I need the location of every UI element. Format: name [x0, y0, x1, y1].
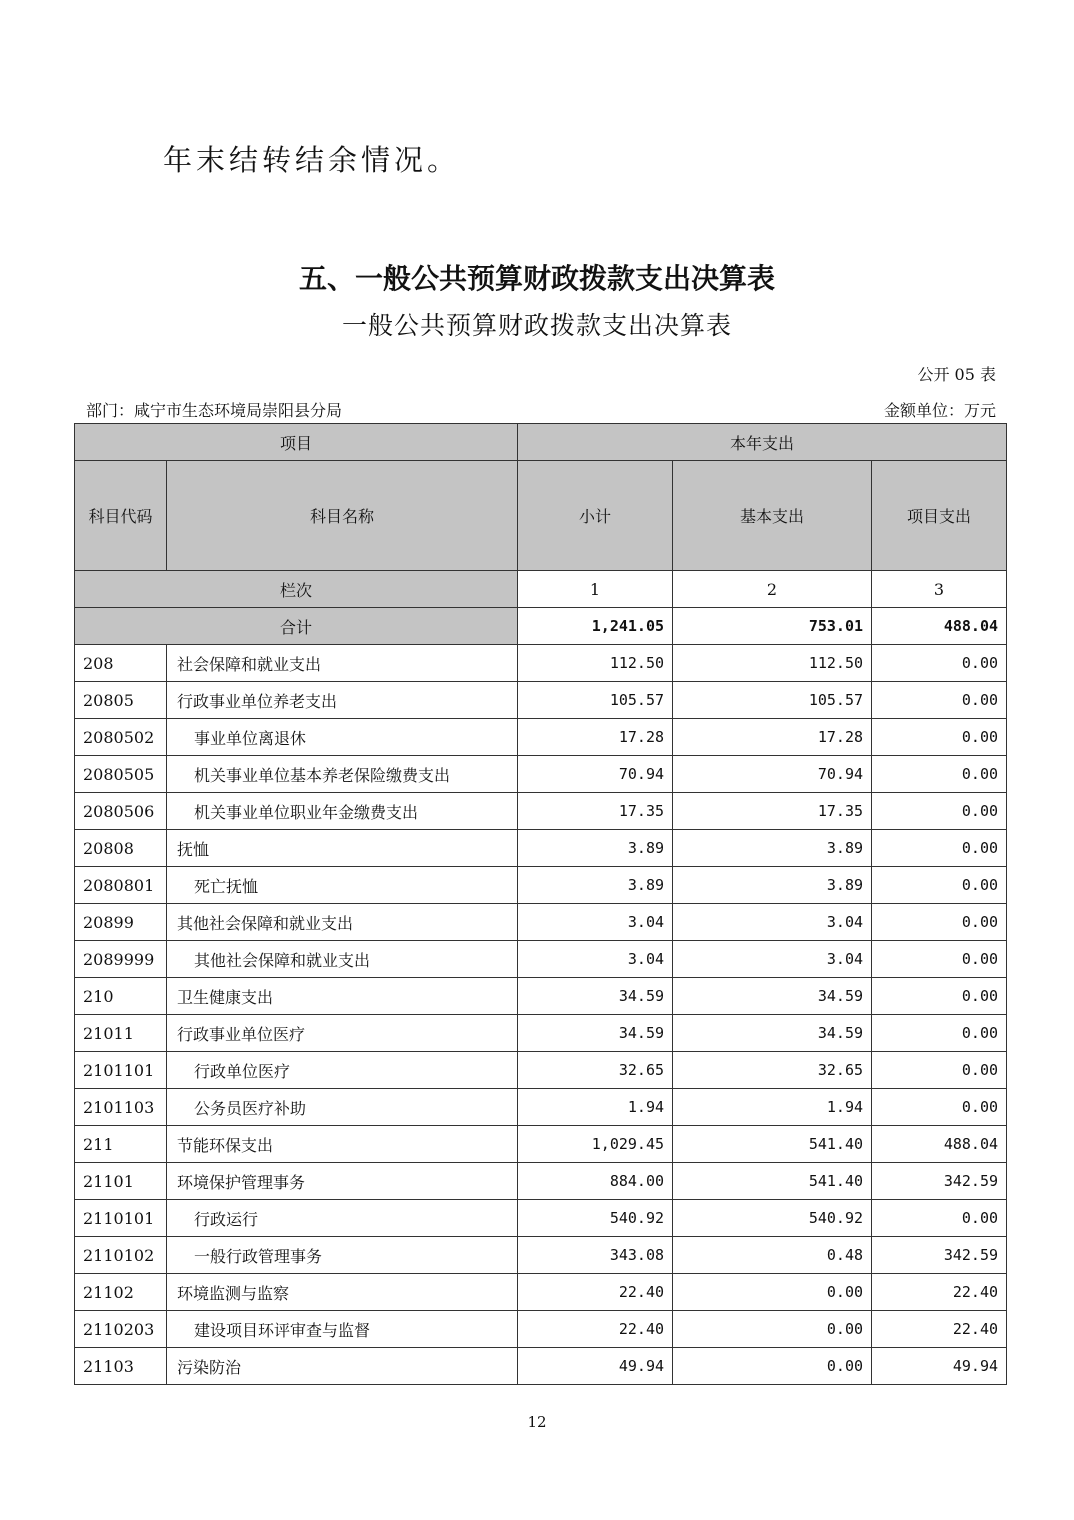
- table-row: [75, 904, 1007, 941]
- table-row: [75, 1163, 1007, 1200]
- row-code: 2101101: [75, 1052, 167, 1089]
- header-basic: 基本支出: [673, 461, 872, 571]
- row-code: 210: [75, 978, 167, 1015]
- row-name: 行政事业单位医疗: [167, 1015, 518, 1052]
- row-subtotal: 34.59: [518, 1015, 673, 1052]
- row-project: 342.59: [872, 1237, 1007, 1274]
- form-number: 公开 05 表: [917, 365, 996, 384]
- row-project: 0.00: [872, 793, 1007, 830]
- previous-paragraph-tail: 年末结转结余情况。: [163, 143, 461, 177]
- row-basic: 3.04: [673, 941, 872, 978]
- table-row: [75, 978, 1007, 1015]
- row-project: 342.59: [872, 1163, 1007, 1200]
- row-basic: 0.00: [673, 1274, 872, 1311]
- table-row: [75, 756, 1007, 793]
- table-row: [75, 1348, 1007, 1385]
- row-basic: 0.00: [673, 1348, 872, 1385]
- row-project: 0.00: [872, 904, 1007, 941]
- row-subtotal: 540.92: [518, 1200, 673, 1237]
- table-row: [75, 1311, 1007, 1348]
- row-name: 行政运行: [167, 1200, 518, 1237]
- table-row: [75, 645, 1007, 682]
- row-subtotal: 343.08: [518, 1237, 673, 1274]
- table-row: [75, 1237, 1007, 1274]
- row-subtotal: 70.94: [518, 756, 673, 793]
- row-code: 2080801: [75, 867, 167, 904]
- row-name: 事业单位离退休: [167, 719, 518, 756]
- row-basic: 541.40: [673, 1163, 872, 1200]
- row-project: 488.04: [872, 1126, 1007, 1163]
- row-project: 0.00: [872, 941, 1007, 978]
- row-name: 污染防治: [167, 1348, 518, 1385]
- row-basic: 3.89: [673, 867, 872, 904]
- row-code: 2080502: [75, 719, 167, 756]
- row-name: 其他社会保障和就业支出: [167, 941, 518, 978]
- row-project: 0.00: [872, 1089, 1007, 1126]
- row-code: 21101: [75, 1163, 167, 1200]
- row-project: 0.00: [872, 1200, 1007, 1237]
- row-project: 22.40: [872, 1311, 1007, 1348]
- row-code: 2110101: [75, 1200, 167, 1237]
- row-basic: 1.94: [673, 1089, 872, 1126]
- table-row: [75, 682, 1007, 719]
- row-basic: 70.94: [673, 756, 872, 793]
- column-number-1: 1: [518, 571, 673, 608]
- row-code: 2089999: [75, 941, 167, 978]
- row-basic: 17.28: [673, 719, 872, 756]
- row-name: 机关事业单位基本养老保险缴费支出: [167, 756, 518, 793]
- expenditure-table: [74, 423, 1007, 1385]
- row-name: 一般行政管理事务: [167, 1237, 518, 1274]
- row-subtotal: 112.50: [518, 645, 673, 682]
- row-project: 0.00: [872, 682, 1007, 719]
- row-project: 49.94: [872, 1348, 1007, 1385]
- row-code: 21103: [75, 1348, 167, 1385]
- row-subtotal: 17.28: [518, 719, 673, 756]
- row-project: 0.00: [872, 1052, 1007, 1089]
- row-basic: 34.59: [673, 1015, 872, 1052]
- table-row: [75, 830, 1007, 867]
- row-subtotal: 105.57: [518, 682, 673, 719]
- total-project: 488.04: [872, 608, 1007, 645]
- row-name: 行政事业单位养老支出: [167, 682, 518, 719]
- row-basic: 112.50: [673, 645, 872, 682]
- row-project: 22.40: [872, 1274, 1007, 1311]
- row-project: 0.00: [872, 756, 1007, 793]
- row-project: 0.00: [872, 867, 1007, 904]
- row-name: 建设项目环评审查与监督: [167, 1311, 518, 1348]
- row-project: 0.00: [872, 1015, 1007, 1052]
- amount-unit-label: 金额单位：万元: [883, 401, 996, 420]
- header-subtotal: 小计: [518, 461, 673, 571]
- row-basic: 0.48: [673, 1237, 872, 1274]
- row-code: 20808: [75, 830, 167, 867]
- row-name: 环境监测与监察: [167, 1274, 518, 1311]
- row-subtotal: 1,029.45: [518, 1126, 673, 1163]
- header-project: 项目支出: [872, 461, 1007, 571]
- row-subtotal: 32.65: [518, 1052, 673, 1089]
- row-basic: 105.57: [673, 682, 872, 719]
- section-title: 五、一般公共预算财政拨款支出决算表: [298, 262, 775, 295]
- row-name: 死亡抚恤: [167, 867, 518, 904]
- table-row: [75, 941, 1007, 978]
- row-code: 208: [75, 645, 167, 682]
- page-number: 12: [527, 1413, 547, 1431]
- table-row: [75, 1200, 1007, 1237]
- table-title: 一般公共预算财政拨款支出决算表: [341, 311, 732, 340]
- column-number-2: 2: [673, 571, 872, 608]
- table-row: [75, 867, 1007, 904]
- row-subtotal: 22.40: [518, 1274, 673, 1311]
- table-row: [75, 1126, 1007, 1163]
- row-basic: 3.04: [673, 904, 872, 941]
- table-row: [75, 1052, 1007, 1089]
- row-name: 其他社会保障和就业支出: [167, 904, 518, 941]
- row-name: 节能环保支出: [167, 1126, 518, 1163]
- row-subtotal: 3.04: [518, 904, 673, 941]
- row-code: 21011: [75, 1015, 167, 1052]
- table-row: [75, 719, 1007, 756]
- row-code: 2080505: [75, 756, 167, 793]
- header-item: 项目: [75, 424, 518, 461]
- table-row: [75, 1089, 1007, 1126]
- row-code: 211: [75, 1126, 167, 1163]
- row-code: 2101103: [75, 1089, 167, 1126]
- row-subtotal: 49.94: [518, 1348, 673, 1385]
- row-subtotal: 884.00: [518, 1163, 673, 1200]
- header-name: 科目名称: [167, 461, 518, 571]
- total-label: 合计: [75, 608, 518, 645]
- table-row: [75, 1015, 1007, 1052]
- row-code: 20805: [75, 682, 167, 719]
- row-subtotal: 22.40: [518, 1311, 673, 1348]
- row-basic: 34.59: [673, 978, 872, 1015]
- row-code: 2080506: [75, 793, 167, 830]
- row-code: 20899: [75, 904, 167, 941]
- row-project: 0.00: [872, 645, 1007, 682]
- table-body: [75, 645, 1007, 1385]
- row-basic: 3.89: [673, 830, 872, 867]
- row-basic: 541.40: [673, 1126, 872, 1163]
- row-name: 机关事业单位职业年金缴费支出: [167, 793, 518, 830]
- total-subtotal: 1,241.05: [518, 608, 673, 645]
- row-project: 0.00: [872, 719, 1007, 756]
- row-basic: 17.35: [673, 793, 872, 830]
- row-code: 21102: [75, 1274, 167, 1311]
- row-name: 卫生健康支出: [167, 978, 518, 1015]
- row-code: 2110102: [75, 1237, 167, 1274]
- row-name: 行政单位医疗: [167, 1052, 518, 1089]
- row-subtotal: 17.35: [518, 793, 673, 830]
- table-row: [75, 1274, 1007, 1311]
- row-name: 公务员医疗补助: [167, 1089, 518, 1126]
- row-name: 抚恤: [167, 830, 518, 867]
- row-basic: 540.92: [673, 1200, 872, 1237]
- row-name: 环境保护管理事务: [167, 1163, 518, 1200]
- row-subtotal: 3.04: [518, 941, 673, 978]
- header-code: 科目代码: [75, 461, 167, 571]
- row-basic: 32.65: [673, 1052, 872, 1089]
- header-current-year: 本年支出: [518, 424, 1007, 461]
- header-column-order: 栏次: [75, 571, 518, 608]
- row-project: 0.00: [872, 830, 1007, 867]
- row-subtotal: 3.89: [518, 867, 673, 904]
- total-basic: 753.01: [673, 608, 872, 645]
- row-subtotal: 34.59: [518, 978, 673, 1015]
- table-row: [75, 793, 1007, 830]
- department-label: 部门：咸宁市生态环境局崇阳县分局: [86, 401, 343, 420]
- row-name: 社会保障和就业支出: [167, 645, 518, 682]
- row-subtotal: 1.94: [518, 1089, 673, 1126]
- column-number-3: 3: [872, 571, 1007, 608]
- row-basic: 0.00: [673, 1311, 872, 1348]
- row-project: 0.00: [872, 978, 1007, 1015]
- row-code: 2110203: [75, 1311, 167, 1348]
- row-subtotal: 3.89: [518, 830, 673, 867]
